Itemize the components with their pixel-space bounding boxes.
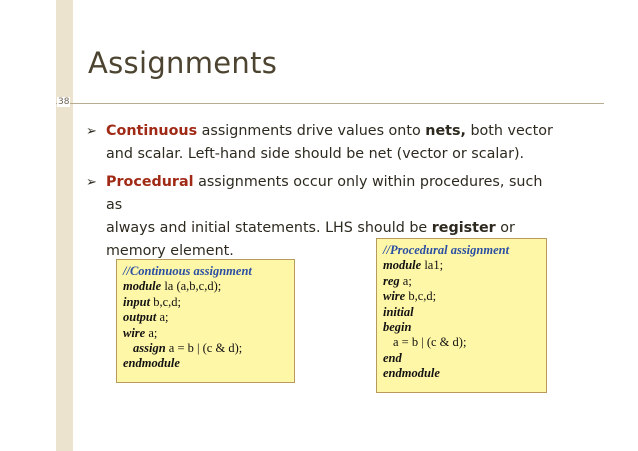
bullet-text [106, 120, 556, 166]
arrow-bullet-icon: ➢ [86, 175, 97, 190]
code-keyword: wire [383, 289, 406, 304]
code-keyword: wire [123, 325, 146, 340]
code-keyword: begin [383, 320, 412, 335]
bullet-text-part: memory element. [106, 243, 234, 259]
title-divider [56, 103, 604, 104]
bullet-text-part: and scalar. Left-hand side should be net (vector or scalar). [106, 146, 525, 162]
bullet-text-part: always and initial statements. LHS should be [106, 220, 432, 236]
code-line [123, 341, 288, 356]
slide-number: 38 [58, 97, 70, 107]
code-keyword: initial [383, 304, 414, 319]
bullet-text-part: assignments drive values onto [197, 123, 426, 139]
code-text: la (a,b,c,d); [161, 279, 222, 294]
code-line [383, 366, 540, 381]
code-keyword: output [123, 310, 157, 325]
arrow-bullet-icon: ➢ [86, 124, 97, 139]
code-text: a; [145, 325, 158, 340]
code-line [383, 274, 540, 289]
left-decorative-bar [56, 0, 73, 451]
code-keyword: module [123, 279, 162, 294]
code-line [383, 320, 540, 335]
code-keyword: reg [383, 273, 400, 288]
code-text: a = b | (c & d); [165, 341, 243, 356]
code-line [123, 279, 288, 294]
keyword-procedural: Procedural [106, 174, 194, 190]
code-keyword: assign [133, 341, 166, 356]
code-line [383, 351, 540, 366]
keyword-register: register [431, 220, 496, 236]
code-keyword: input [123, 294, 151, 309]
code-keyword: endmodule [383, 366, 440, 381]
continuous-code-box [116, 259, 295, 383]
code-line [123, 356, 288, 371]
code-line [383, 335, 540, 350]
code-text: a; [399, 273, 412, 288]
code-line [383, 258, 540, 273]
code-comment: //Continuous assignment [123, 264, 252, 278]
code-text: a; [156, 310, 169, 325]
code-keyword: module [383, 258, 422, 273]
code-keyword: end [383, 350, 402, 365]
code-line [383, 289, 540, 304]
keyword-nets: nets, [425, 123, 466, 139]
code-line [123, 295, 288, 310]
code-text: a = b | (c & d); [393, 335, 467, 350]
bullet-text-part: assignments occur only within procedures, such as [106, 174, 543, 213]
procedural-code-box [376, 238, 547, 393]
bullet-text-part: or [495, 220, 515, 236]
code-text: la1; [421, 258, 444, 273]
code-text: b,c,d; [405, 289, 437, 304]
code-text: b,c,d; [150, 294, 182, 309]
keyword-continuous: Continuous [106, 123, 198, 139]
slide-title: Assignments [88, 46, 278, 80]
code-line [123, 310, 288, 325]
code-line [123, 326, 288, 341]
bullet-text-part: both vector [465, 123, 553, 139]
code-keyword: endmodule [123, 356, 180, 371]
code-line [383, 305, 540, 320]
bullet-continuous [86, 120, 556, 166]
code-comment: //Procedural assignment [383, 243, 510, 257]
